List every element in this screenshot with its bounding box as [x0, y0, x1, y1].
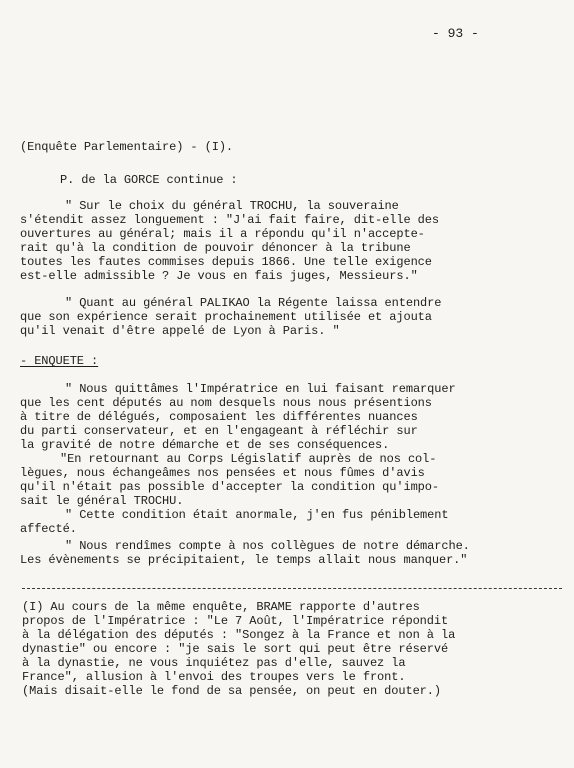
text-line: " Nous quittâmes l'Impératrice en lui faisant remarquer	[65, 382, 456, 396]
footnote-line: dynastie" ou encore : "je sais le sort qui peut être réservé	[22, 642, 449, 656]
intro-line: P. de la GORCE continue :	[60, 173, 238, 187]
text-line: affecté.	[20, 522, 77, 536]
section-title-enquete: - ENQUETE :	[20, 354, 99, 368]
text-line: que son expérience serait prochainement utilisée et ajouta	[20, 310, 432, 324]
text-line: " Nous rendîmes compte à nos collègues de notre démarche.	[65, 539, 470, 553]
text-line: lègues, nous échangeâmes nos pensées et nous fûmes d'avis	[20, 466, 425, 480]
text-line: à titre de délégués, composaient les différentes nuances	[20, 410, 418, 424]
text-line: Les évènements se précipitaient, le temps allait nous manquer."	[20, 553, 468, 567]
footnote-line: propos de l'Impératrice : "Le 7 Août, l'Impératrice répondit	[22, 614, 449, 628]
text-line: ouvertures au général; mais il a répondu qu'il n'accepte-	[20, 227, 425, 241]
footnote-line: à la délégation des députés : "Songez à la France et non à la	[22, 628, 456, 642]
text-line: la gravité de notre démarche et de ses conséquences.	[20, 438, 390, 452]
text-line: sait le général TROCHU.	[20, 494, 184, 508]
text-line: " Sur le choix du général TROCHU, la souveraine	[65, 199, 399, 213]
text-line: qu'il n'était pas possible d'accepter la condition qu'impo-	[20, 480, 439, 494]
text-line: toutes les fautes commises depuis 1866. Une telle exigence	[20, 255, 432, 269]
document-heading: (Enquête Parlementaire) - (I).	[20, 140, 234, 154]
text-line: rait qu'à la condition de pouvoir dénoncer à la tribune	[20, 241, 411, 255]
text-line: "En retournant au Corps Législatif auprès de nos col-	[60, 452, 437, 466]
footnote-line: (Mais disait-elle le fond de sa pensée, on peut en douter.)	[22, 684, 441, 698]
text-line: " Cette condition était anormale, j'en fus péniblement	[65, 508, 449, 522]
text-line: " Quant au général PALIKAO la Régente laissa entendre	[65, 296, 442, 310]
text-line: qu'il venait d'être appelé de Lyon à Paris. "	[20, 324, 340, 338]
footnote-line: France", allusion à l'envoi des troupes vers le front.	[22, 670, 406, 684]
footnote-separator	[22, 588, 562, 589]
text-line: s'étendit assez longuement : "J'ai fait faire, dit-elle des	[20, 213, 439, 227]
footnote-line: à la dynastie, ne vous inquiétez pas d'elle, sauvez la	[22, 656, 406, 670]
page-number: - 93 -	[432, 26, 479, 41]
text-line: du parti conservateur, et en l'engageant à réfléchir sur	[20, 424, 418, 438]
footnote-line: (I) Au cours de la même enquête, BRAME rapporte d'autres	[22, 600, 420, 614]
text-line: que les cent députés au nom desquels nous nous présentions	[20, 396, 432, 410]
text-line: est-elle admissible ? Je vous en fais juges, Messieurs."	[20, 269, 418, 283]
